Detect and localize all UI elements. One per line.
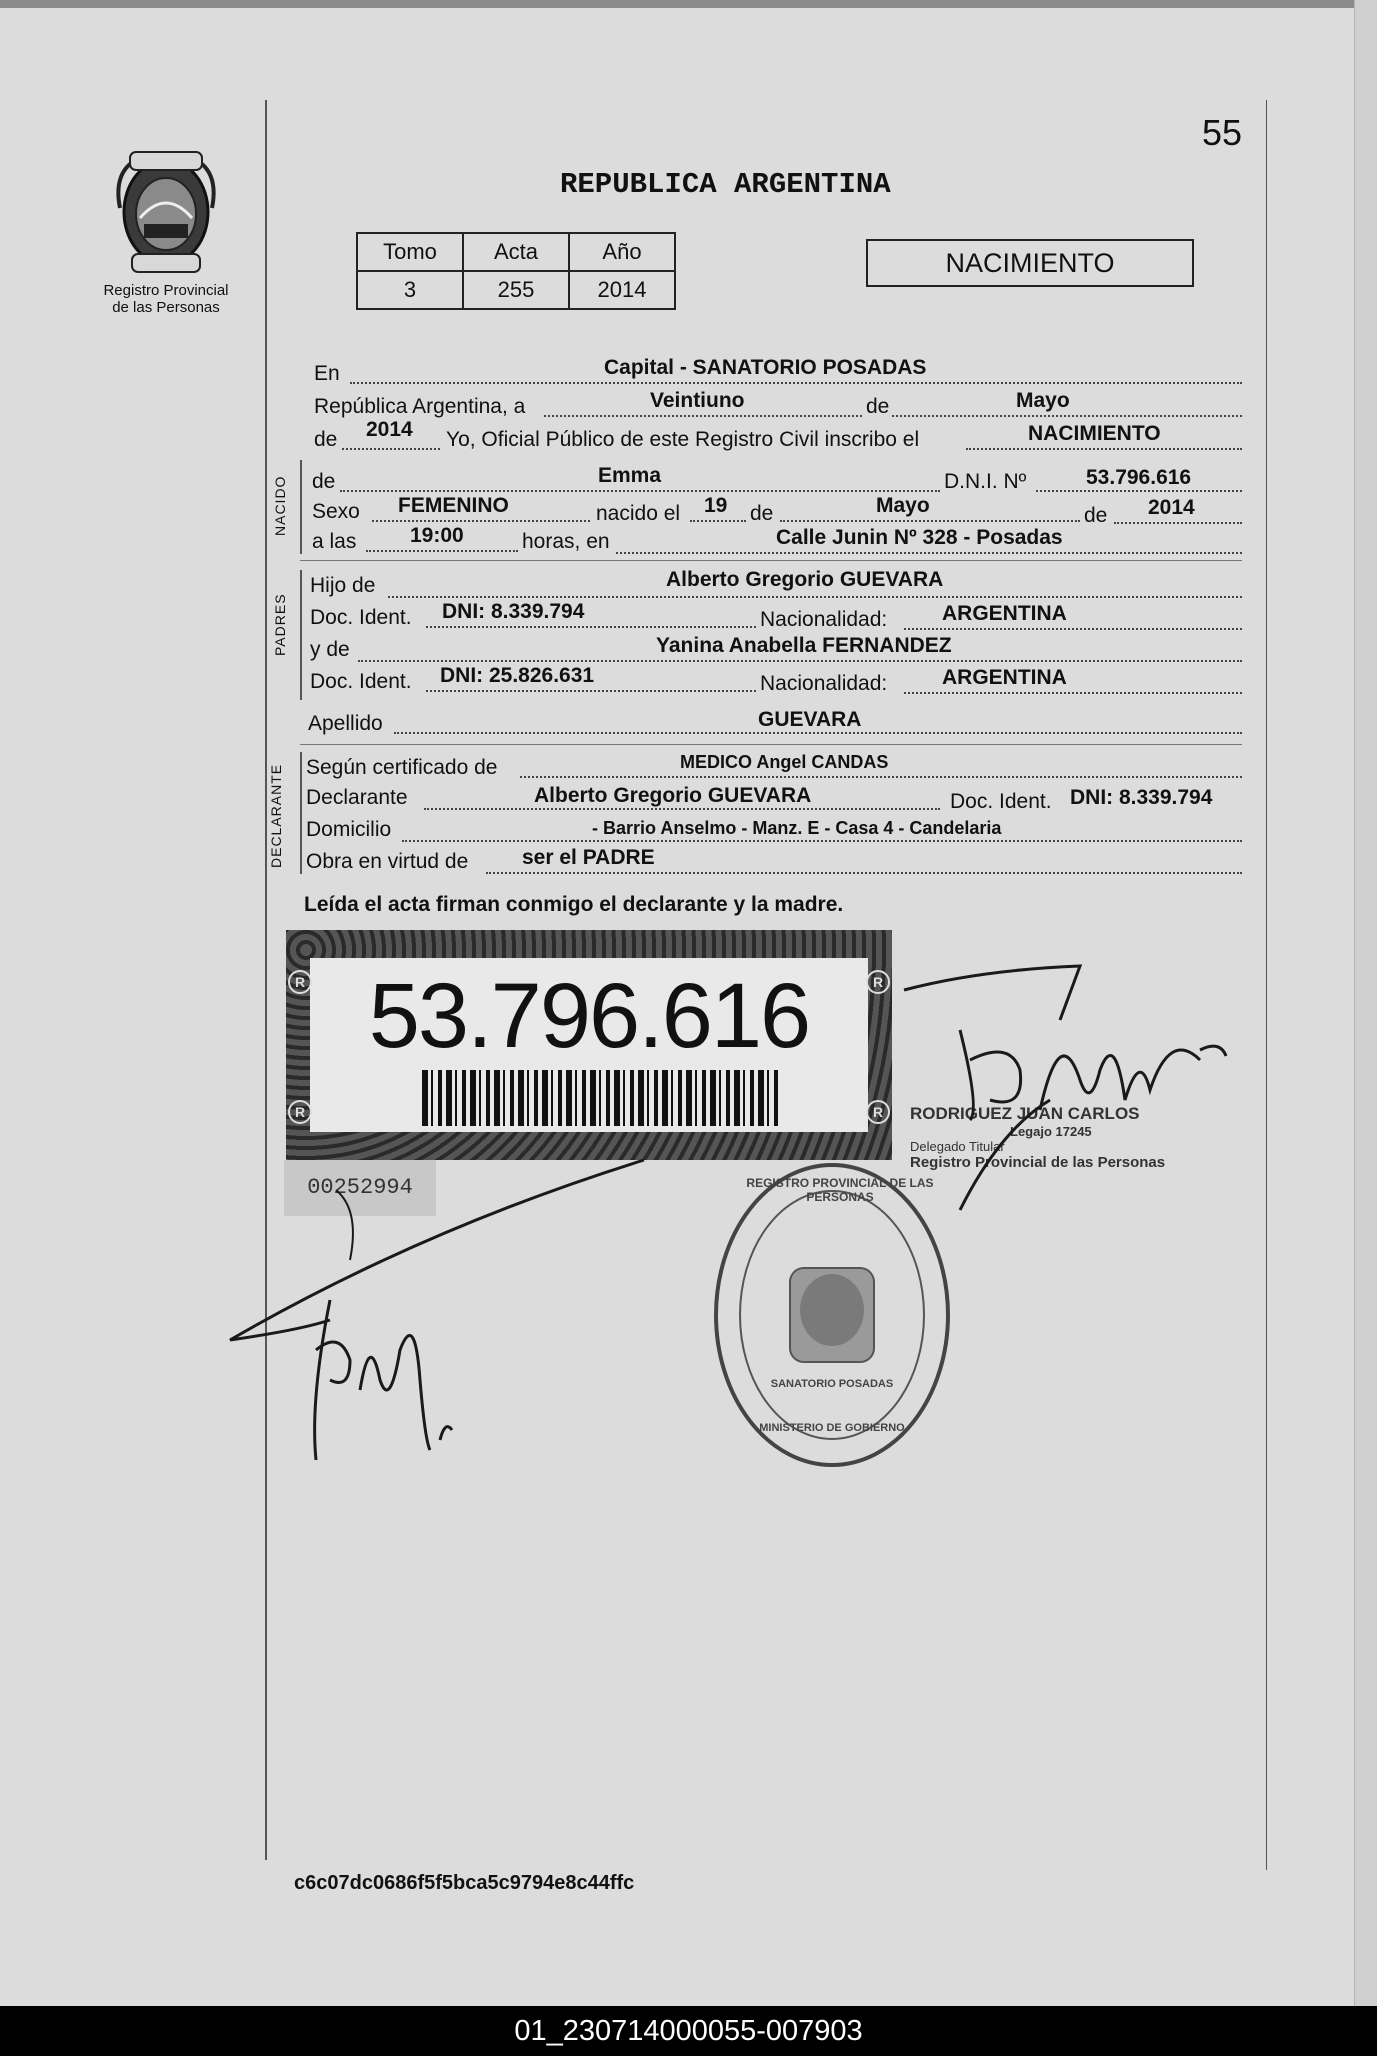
nacido-lugar: Calle Junin Nº 328 - Posadas bbox=[776, 526, 1063, 549]
tomo-header: Tomo bbox=[357, 233, 463, 271]
madre-nac: ARGENTINA bbox=[942, 666, 1067, 689]
padre-nac: ARGENTINA bbox=[942, 602, 1067, 625]
republica-label: República Argentina, a bbox=[314, 395, 526, 418]
dots bbox=[394, 732, 1242, 734]
r-mark-icon: R bbox=[288, 1100, 312, 1124]
seal-inner-text-top: SANATORIO POSADAS bbox=[770, 1378, 894, 1390]
sexo-label: Sexo bbox=[312, 500, 360, 523]
dots bbox=[544, 415, 862, 417]
scan-right-edge bbox=[1354, 0, 1377, 2006]
dots bbox=[340, 490, 940, 492]
dots bbox=[372, 520, 590, 522]
certificado-value: MEDICO Angel CANDAS bbox=[680, 752, 889, 772]
closing-note: Leída el acta firman conmigo el declarante y la madre. bbox=[304, 893, 844, 916]
declarante-doc: DNI: 8.339.794 bbox=[1070, 786, 1213, 809]
apellido-label: Apellido bbox=[308, 712, 383, 735]
dots bbox=[616, 552, 1242, 554]
declarante-section-label: DECLARANTE bbox=[268, 763, 284, 868]
domicilio-value: - Barrio Anselmo - Manz. E - Casa 4 - Candelaria bbox=[592, 818, 1002, 838]
certificado-label: Según certificado de bbox=[306, 756, 498, 779]
nacido-nombre: Emma bbox=[598, 464, 662, 487]
dots bbox=[780, 520, 1080, 522]
padre-nombre: Alberto Gregorio GUEVARA bbox=[666, 568, 944, 591]
apellido-value: GUEVARA bbox=[758, 708, 862, 731]
obra-label: Obra en virtud de bbox=[306, 850, 469, 873]
declarante-label: Declarante bbox=[306, 786, 408, 809]
year-label: de bbox=[314, 428, 338, 451]
acta-value: 255 bbox=[463, 271, 569, 309]
dni-label: D.N.I. Nº bbox=[944, 470, 1027, 493]
dots bbox=[486, 872, 1242, 874]
dots bbox=[426, 690, 756, 692]
nacido-section-label: NACIDO bbox=[272, 475, 288, 536]
stamp-role: Delegado Titular bbox=[910, 1139, 1005, 1154]
declarant-signature bbox=[220, 1150, 660, 1470]
nacido-anio: 2014 bbox=[1148, 496, 1195, 519]
dots bbox=[892, 415, 1242, 417]
r-mark-icon: R bbox=[866, 970, 890, 994]
dots bbox=[426, 626, 756, 628]
seal-caption-line2: de las Personas bbox=[112, 299, 220, 316]
nacido-dia: 19 bbox=[704, 494, 728, 517]
footer-id: 01_230714000055-007903 bbox=[0, 2006, 1377, 2056]
r-mark-icon: R bbox=[866, 1100, 890, 1124]
de-label: de bbox=[866, 395, 890, 418]
sticker-number: 53.796.616 bbox=[368, 965, 810, 1067]
nacido-de-label3: de bbox=[1084, 504, 1108, 527]
padre-nac-label: Nacionalidad: bbox=[760, 608, 888, 631]
dots bbox=[904, 628, 1242, 630]
oficial-text: Yo, Oficial Público de este Registro Civil inscribo el bbox=[446, 428, 920, 451]
document-hash: c6c07dc0686f5f5bca5c9794e8c44ffc bbox=[294, 1872, 635, 1894]
dots bbox=[424, 808, 940, 810]
madre-doc-label: Doc. Ident. bbox=[310, 670, 412, 693]
seal-outer-text: REGISTRO PROVINCIAL DE LAS PERSONAS bbox=[746, 1176, 934, 1204]
dots bbox=[350, 382, 1242, 384]
en-label: En bbox=[314, 362, 340, 385]
declarante-doc-label: Doc. Ident. bbox=[950, 790, 1052, 813]
dni-sticker-label bbox=[310, 958, 868, 1132]
r-mark-icon: R bbox=[288, 970, 312, 994]
y-de-label: y de bbox=[310, 638, 350, 661]
day-words: Veintiuno bbox=[650, 389, 745, 412]
sticker-serial: 00252994 bbox=[284, 1160, 436, 1216]
stamp-name: RODRIGUEZ JUAN CARLOS bbox=[910, 1104, 1140, 1123]
dots bbox=[358, 660, 1242, 662]
dots bbox=[1036, 490, 1242, 492]
dots bbox=[1114, 522, 1242, 524]
divider bbox=[300, 560, 1242, 561]
padre-doc-label: Doc. Ident. bbox=[310, 606, 412, 629]
seal-caption bbox=[86, 282, 246, 316]
declarante-value: Alberto Gregorio GUEVARA bbox=[534, 784, 812, 807]
barcode bbox=[422, 1070, 782, 1126]
acta-header: Acta bbox=[463, 233, 569, 271]
misiones-seal-emblem bbox=[110, 148, 222, 276]
tomo-value: 3 bbox=[357, 271, 463, 309]
page-number: 55 bbox=[1202, 112, 1243, 153]
nacido-section-bar bbox=[300, 460, 302, 554]
stamp-registry: Registro Provincial de las Personas bbox=[910, 1154, 1166, 1171]
en-value: Capital - SANATORIO POSADAS bbox=[604, 356, 927, 379]
inscribe-value: NACIMIENTO bbox=[1028, 422, 1161, 445]
dots bbox=[904, 692, 1242, 694]
year-value: 2014 bbox=[366, 418, 413, 441]
month-value: Mayo bbox=[1016, 389, 1070, 412]
padre-doc: DNI: 8.339.794 bbox=[442, 600, 585, 623]
madre-doc: DNI: 25.826.631 bbox=[440, 664, 595, 687]
padres-section-bar bbox=[300, 570, 302, 700]
nacido-de-label2: de bbox=[750, 502, 774, 525]
round-seal bbox=[712, 1160, 952, 1470]
dots bbox=[388, 596, 1242, 598]
left-margin-line bbox=[265, 100, 267, 1860]
domicilio-label: Domicilio bbox=[306, 818, 392, 841]
anio-header: Año bbox=[569, 233, 675, 271]
seal-caption-line1: Registro Provincial bbox=[103, 282, 229, 299]
record-type-box: NACIMIENTO bbox=[866, 239, 1194, 287]
dots bbox=[342, 448, 440, 450]
madre-nac-label: Nacionalidad: bbox=[760, 672, 888, 695]
dots bbox=[366, 550, 518, 552]
padres-section-label: PADRES bbox=[272, 593, 288, 656]
document-title: REPUBLICA ARGENTINA bbox=[560, 168, 891, 201]
horas-en-label: horas, en bbox=[522, 530, 610, 553]
nacido-mes: Mayo bbox=[876, 494, 930, 517]
dni-sticker bbox=[286, 930, 892, 1160]
right-margin-line bbox=[1266, 100, 1267, 1870]
dots bbox=[966, 448, 1242, 450]
stamp-legajo: Legajo 17245 bbox=[1010, 1124, 1092, 1139]
declarante-section-bar bbox=[300, 752, 302, 874]
a-las-label: a las bbox=[312, 530, 357, 553]
hijo-de-label: Hijo de bbox=[310, 574, 376, 597]
anio-value: 2014 bbox=[569, 271, 675, 309]
obra-value: ser el PADRE bbox=[522, 846, 655, 869]
nacido-el-label: nacido el bbox=[596, 502, 681, 525]
scan-top-band bbox=[0, 0, 1377, 8]
dots bbox=[520, 776, 1242, 778]
dots bbox=[690, 520, 746, 522]
madre-nombre: Yanina Anabella FERNANDEZ bbox=[656, 634, 952, 657]
divider bbox=[300, 744, 1242, 745]
register-table bbox=[356, 232, 676, 310]
nacido-de-label: de bbox=[312, 470, 336, 493]
nacido-dni: 53.796.616 bbox=[1086, 466, 1192, 489]
dots bbox=[402, 840, 1242, 842]
nacido-hora: 19:00 bbox=[410, 524, 464, 547]
seal-inner-text-bottom: MINISTERIO DE GOBIERNO bbox=[759, 1422, 905, 1434]
nacido-sexo: FEMENINO bbox=[398, 494, 509, 517]
